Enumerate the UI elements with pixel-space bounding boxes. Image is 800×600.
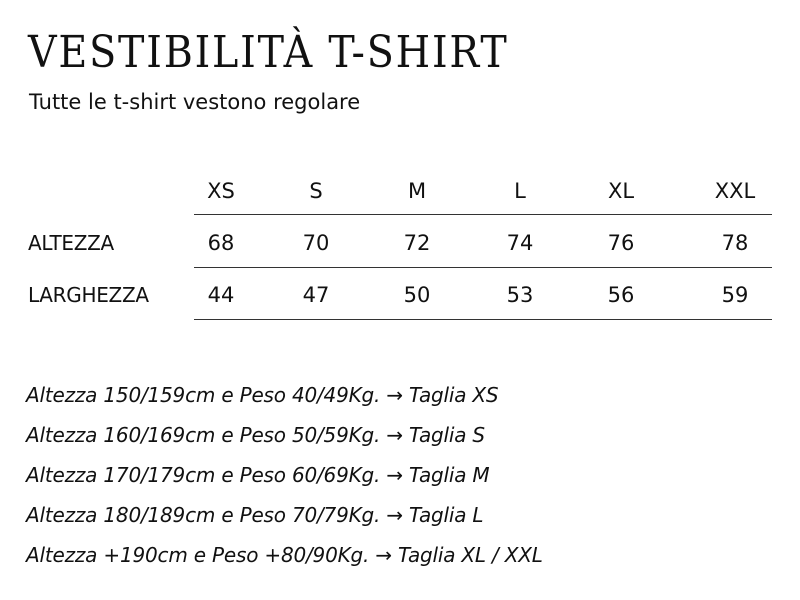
table-cell: 59 (721, 283, 749, 307)
size-guide-item-l: Altezza 180/189cm e Peso 70/79Kg. → Taglia L (26, 503, 484, 527)
column-header-xxl: XXL (714, 179, 756, 203)
table-cell: 50 (403, 283, 431, 307)
table-cell: 76 (607, 231, 635, 255)
size-guide-item-s: Altezza 160/169cm e Peso 50/59Kg. → Taglia S (26, 423, 485, 447)
table-cell: 74 (506, 231, 534, 255)
row-label: ALTEZZA (28, 231, 114, 255)
column-header-l: L (514, 179, 526, 203)
column-header-xs: XS (207, 179, 235, 203)
size-guide-item-m: Altezza 170/179cm e Peso 60/69Kg. → Taglia M (26, 463, 490, 487)
table-cell: 47 (302, 283, 330, 307)
table-cell: 53 (506, 283, 534, 307)
column-header-xl: XL (607, 179, 635, 203)
page-subtitle: Tutte le t-shirt vestono regolare (29, 90, 361, 114)
column-header-s: S (309, 179, 323, 203)
row-label: LARGHEZZA (28, 283, 149, 307)
table-divider (194, 214, 772, 215)
table-header-row (28, 165, 772, 217)
table-cell: 72 (403, 231, 431, 255)
table-divider (194, 267, 772, 268)
table-row-larghezza (28, 269, 772, 321)
table-cell: 56 (607, 283, 635, 307)
table-divider (194, 319, 772, 320)
table-row-altezza (28, 217, 772, 269)
table-cell: 70 (302, 231, 330, 255)
size-guide-list (26, 375, 543, 575)
table-cell: 68 (207, 231, 235, 255)
page-title: VESTIBILITÀ T-SHIRT (28, 27, 509, 78)
size-guide-item-xl-xxl: Altezza +190cm e Peso +80/90Kg. → Taglia XL / XXL (26, 543, 543, 567)
table-cell: 78 (721, 231, 749, 255)
size-table (28, 165, 772, 321)
table-cell: 44 (207, 283, 235, 307)
column-header-m: M (407, 179, 427, 203)
size-guide-item-xs: Altezza 150/159cm e Peso 40/49Kg. → Taglia XS (26, 383, 499, 407)
